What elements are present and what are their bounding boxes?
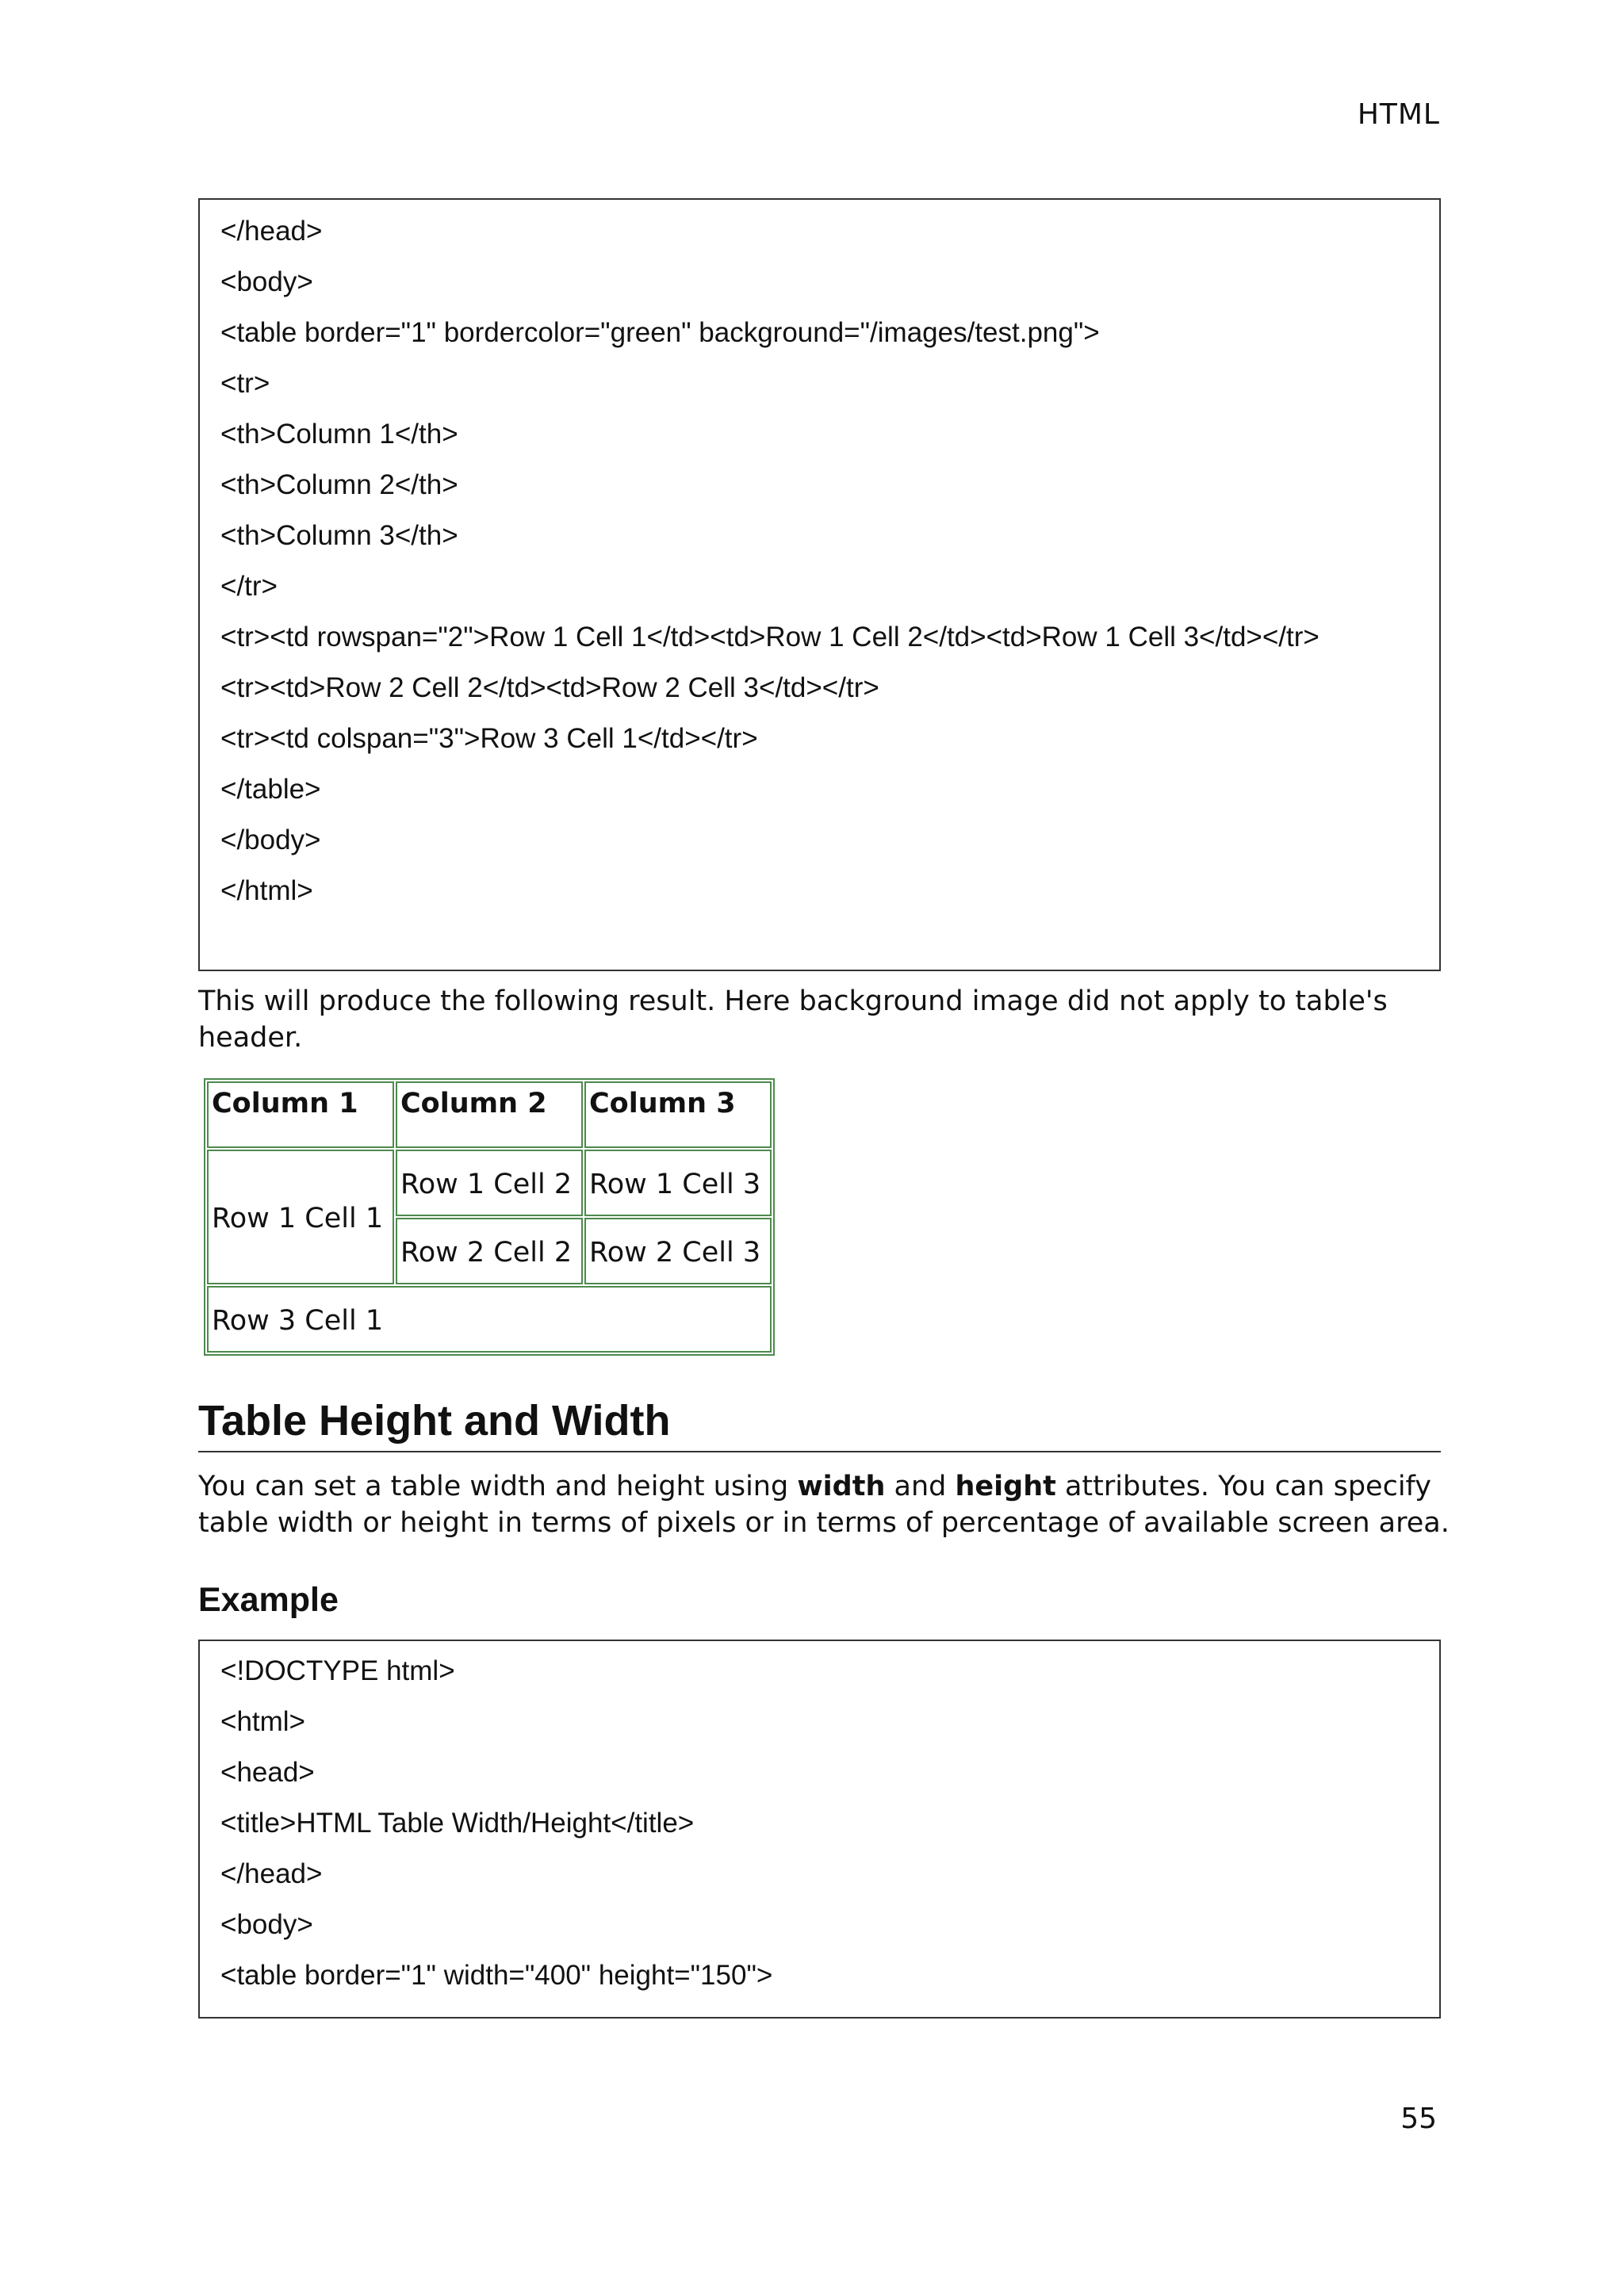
code-line: <th>Column 1</th>	[220, 419, 458, 450]
table-header-row	[207, 1081, 772, 1148]
table-cell: Row 1 Cell 3	[584, 1150, 772, 1216]
code-line: <th>Column 3</th>	[220, 520, 458, 551]
code-line: </html>	[220, 875, 313, 906]
result-description: This will produce the following result. Here background image did not apply to table's header.	[198, 985, 1388, 1054]
intro-text-part: You can set a table width and height using	[198, 1471, 798, 1502]
table-header-cell: Column 2	[396, 1081, 583, 1148]
example-heading: Example	[198, 1581, 339, 1619]
code-line: <tr><td rowspan="2">Row 1 Cell 1</td><td>Row 1 Cell 2</td><td>Row 1 Cell 3</td></tr>	[220, 622, 1320, 652]
code-line: <head>	[220, 1757, 315, 1788]
table-cell: Row 2 Cell 2	[396, 1218, 583, 1284]
table-row	[207, 1150, 772, 1216]
code-line: <body>	[220, 266, 313, 297]
example-result-table	[204, 1078, 775, 1356]
code-line: <tr>	[220, 368, 270, 399]
code-line: <tr><td colspan="3">Row 3 Cell 1</td></tr>	[220, 723, 758, 754]
intro-bold-term: width	[797, 1471, 886, 1502]
code-line: <table border="1" bordercolor="green" background="/images/test.png">	[220, 317, 1100, 348]
code-block	[198, 1640, 1441, 2019]
intro-bold-term: height	[955, 1471, 1056, 1502]
code-line: <html>	[220, 1706, 305, 1737]
table-cell: Row 2 Cell 3	[584, 1218, 772, 1284]
table-cell: Row 1 Cell 2	[396, 1150, 583, 1216]
code-line: <table border="1" width="400" height="150">	[220, 1960, 773, 1991]
code-line: </head>	[220, 216, 323, 247]
code-line: <tr><td>Row 2 Cell 2</td><td>Row 2 Cell 3</td></tr>	[220, 672, 879, 703]
code-line: </tr>	[220, 571, 278, 602]
intro-text-part: and	[885, 1471, 956, 1502]
code-line: </head>	[220, 1858, 323, 1889]
code-line: <!DOCTYPE html>	[220, 1655, 455, 1686]
section-intro-paragraph	[198, 1468, 1451, 1541]
running-header: HTML	[1357, 98, 1440, 131]
table-header-cell: Column 1	[207, 1081, 394, 1148]
table-cell: Row 1 Cell 1	[207, 1150, 394, 1284]
code-line: </body>	[220, 825, 321, 855]
code-line: <th>Column 2</th>	[220, 469, 458, 500]
page-number: 55	[1400, 2103, 1437, 2135]
table-cell: Row 3 Cell 1	[207, 1286, 772, 1353]
code-line: <title>HTML Table Width/Height</title>	[220, 1808, 695, 1839]
code-line: </table>	[220, 774, 321, 805]
table-header-cell: Column 3	[584, 1081, 772, 1148]
code-block	[198, 198, 1441, 971]
code-line: <body>	[220, 1909, 313, 1940]
section-heading: Table Height and Width	[198, 1395, 1441, 1452]
intro-text-part: attributes. You can specify table width or height in terms of pixels or in terms of percentage of available screen area.	[198, 1471, 1450, 1539]
table-row	[207, 1286, 772, 1353]
